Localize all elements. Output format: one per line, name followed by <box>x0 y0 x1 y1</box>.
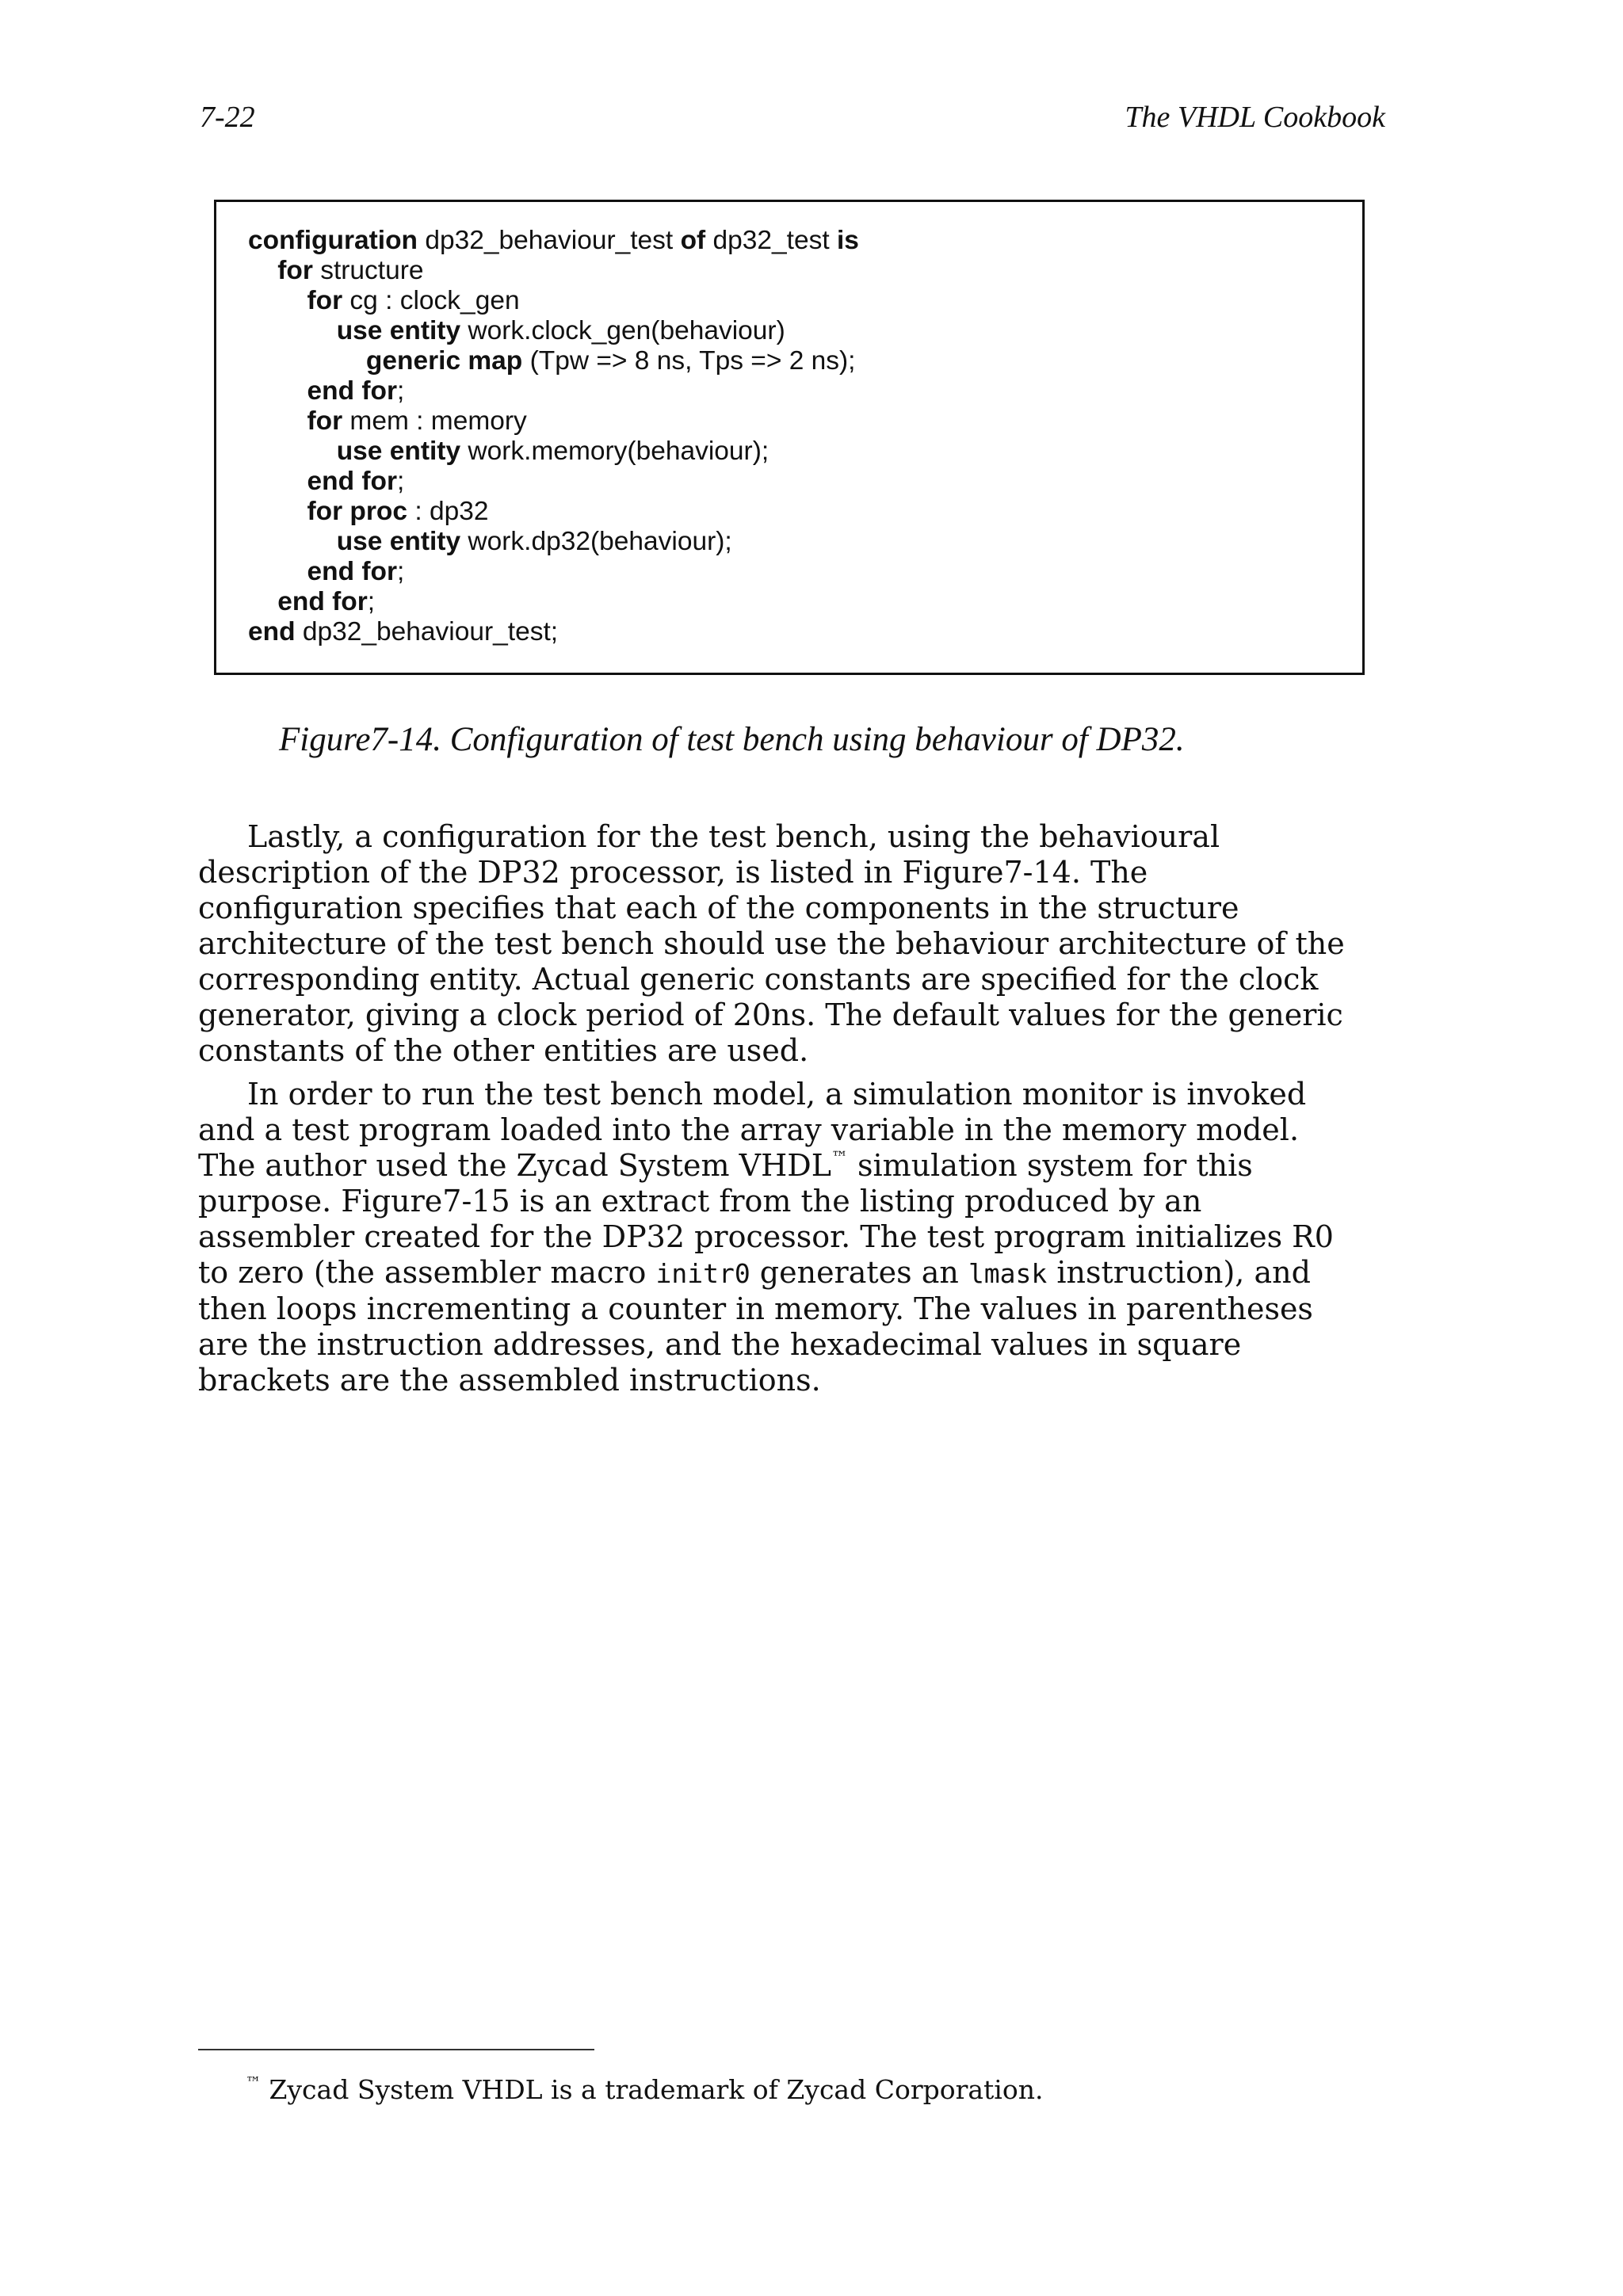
footnote-text: Zycad System VHDL is a trademark of Zycad Corporation. <box>261 2074 1044 2105</box>
code-text: dp32_behaviour_test; <box>295 617 559 646</box>
paragraph-line: Lastly, a configuration for the test bench, using the behavioural <box>247 819 1220 854</box>
figure-caption: Figure7-14. Configuration of test bench using behaviour of DP32. <box>279 721 1185 758</box>
paragraph-line: configuration specifies that each of the components in the structure <box>198 891 1239 925</box>
code-text: ; <box>397 557 405 586</box>
code-text: work.memory(behaviour); <box>460 437 769 466</box>
code-keyword: use entity <box>336 527 461 556</box>
code-initr0: initr0 <box>655 1258 750 1289</box>
footnote-rule <box>198 2049 594 2050</box>
paragraph-line: are the instruction addresses, and the hexadecimal values in square <box>198 1327 1242 1362</box>
code-keyword: end for <box>307 467 397 496</box>
paragraph-line: then loops incrementing a counter in memory. The values in parentheses <box>198 1291 1313 1326</box>
code-text: dp32_test <box>705 226 837 255</box>
code-keyword: end <box>248 617 296 646</box>
paragraph-2 <box>198 1077 1387 1398</box>
book-title: The VHDL Cookbook <box>1125 101 1385 134</box>
code-keyword: end for <box>307 376 397 406</box>
paragraph-line: assembler created for the DP32 processor. The test program initializes R0 <box>198 1219 1334 1254</box>
text-run: The author used the Zycad System VHDL <box>198 1148 831 1183</box>
text-run: generates an <box>750 1255 968 1290</box>
code-text: ; <box>397 467 405 496</box>
code-line <box>248 286 859 316</box>
code-line <box>248 617 859 647</box>
code-line <box>248 527 859 557</box>
code-keyword: for proc <box>307 497 408 526</box>
body-text <box>198 819 1387 1406</box>
paragraph-line: brackets are the assembled instructions. <box>198 1363 821 1398</box>
code-text <box>248 346 366 376</box>
code-text: (Tpw => 8 ns, Tps => 2 ns); <box>522 346 856 376</box>
paragraph-line: and a test program loaded into the array variable in the memory model. <box>198 1112 1300 1147</box>
paragraph-line <box>198 1255 1387 1291</box>
code-text: structure <box>312 256 424 285</box>
code-lmask: lmask <box>968 1258 1048 1289</box>
code-text <box>248 467 307 496</box>
code-text <box>248 497 307 526</box>
code-line <box>248 467 859 497</box>
paragraph-line: constants of the other entities are used. <box>198 1033 809 1068</box>
page-number: 7-22 <box>200 101 255 134</box>
trademark-mark: ™ <box>831 1148 848 1167</box>
footnote <box>246 2073 1043 2107</box>
paragraph-1 <box>198 819 1387 1069</box>
code-line <box>248 497 859 527</box>
paragraph-line: In order to run the test bench model, a simulation monitor is invoked <box>247 1077 1307 1112</box>
code-keyword: for <box>277 256 313 285</box>
code-text <box>248 316 337 345</box>
code-keyword: is <box>836 226 859 255</box>
code-keyword: for <box>307 286 343 315</box>
code-line <box>248 376 859 406</box>
code-keyword: use entity <box>336 437 461 466</box>
code-text <box>248 406 307 436</box>
code-text: : dp32 <box>407 497 489 526</box>
code-text: mem : memory <box>342 406 527 436</box>
code-text <box>248 376 307 406</box>
code-listing-box <box>214 200 1365 675</box>
code-keyword: configuration <box>248 226 418 255</box>
paragraph-line: generator, giving a clock period of 20ns. The default values for the generic <box>198 997 1343 1032</box>
code-text <box>248 557 307 586</box>
code-text <box>248 256 277 285</box>
code-line <box>248 557 859 587</box>
code-keyword: for <box>307 406 343 436</box>
code-keyword: use entity <box>336 316 461 345</box>
code-text: work.clock_gen(behaviour) <box>460 316 785 345</box>
code-text: ; <box>397 376 405 406</box>
code-text <box>248 437 337 466</box>
code-line <box>248 256 859 286</box>
code-line <box>248 226 859 256</box>
paragraph-line <box>198 1148 1387 1184</box>
paragraph-line: purpose. Figure7-15 is an extract from the listing produced by an <box>198 1184 1202 1219</box>
code-text <box>248 286 307 315</box>
code-text: cg : clock_gen <box>342 286 520 315</box>
code-line <box>248 587 859 617</box>
code-listing <box>248 226 859 647</box>
text-run: simulation system for this <box>847 1148 1253 1183</box>
text-run: instruction), and <box>1047 1255 1311 1290</box>
code-keyword: of <box>680 226 706 255</box>
code-keyword: end for <box>307 557 397 586</box>
code-line <box>248 406 859 437</box>
code-keyword: generic map <box>365 346 523 376</box>
code-text <box>248 587 277 616</box>
code-text: dp32_behaviour_test <box>418 226 681 255</box>
paragraph-line: description of the DP32 processor, is listed in Figure7-14. The <box>198 855 1148 890</box>
footnote-mark: ™ <box>246 2074 261 2092</box>
text-run: to zero (the assembler macro <box>198 1255 656 1290</box>
paragraph-line: architecture of the test bench should use the behaviour architecture of the <box>198 926 1345 961</box>
code-text: work.dp32(behaviour); <box>460 527 732 556</box>
code-line <box>248 346 859 376</box>
code-text: ; <box>367 587 376 616</box>
code-line <box>248 316 859 346</box>
paragraph-line: corresponding entity. Actual generic constants are specified for the clock <box>198 962 1319 997</box>
code-keyword: end for <box>277 587 368 616</box>
code-text <box>248 527 337 556</box>
code-line <box>248 437 859 467</box>
